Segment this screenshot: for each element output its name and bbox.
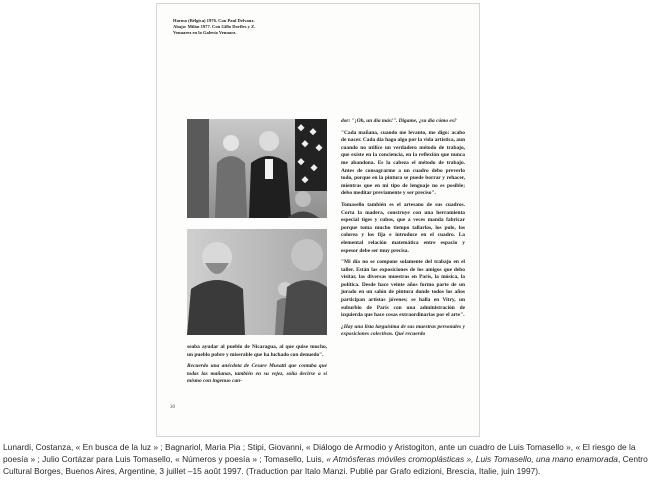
photo-exhibition-visit [187,119,327,218]
right-text-column [341,118,465,343]
interview-question: dor: "¡Oh, un día más!". Digame, ¿su día cómo es? [341,118,457,124]
page-number: 30 [170,405,175,410]
bibliography-italic-title: « Atmósferas móviles cromoplásticas », Luis Tomasello, una mano enamorada [326,454,618,465]
interview-question: ¿Hay una lista larguísima de sus muestras personales y exposiciones colectivas. Qué recuerdo [341,323,465,338]
caption-line: Vennarez en la Galería Vennarz. [173,30,237,35]
body-paragraph: Tomasello también es el artesano de sus cuadros. Corta la madera, construye con una herramienta especial tiges y cubos, que a veces manda fabricar porque toma mucho tiempo tallarlos, los pule, los colorea y los fija e introduce en el cuadro. La elemental relación matemática entre espacio y espesor debe ser muy precisa. [341,201,465,254]
photo-conversation [187,229,327,335]
bibliography-reference [3,441,648,478]
bibliography-text: , Centro Cultural Borges, Buenos Aires, Argentine, 3 juillet –15 août 1997. (Traduction par Italo Manzi. Publié par Grafo edizioni, Brescia, Italie, juin 1997). [3,454,648,477]
interview-answer: "Mi día no se compone solamente del trabajo en el taller. Están las exposiciones de los amigos que debo visitar, las diversas muestras en París, la música, la política. Desde hace veinte años formo parte de un jurado en un salón de pintura donde todos los años participan artistas jóvenes; se halla en Vitry, un suburbio de París con una administración de izquierda que hace cosas extraordinarias por el arte". [341,259,465,319]
left-paragraph: seaba ayudar al pueblo de Nicaragua, al que quise mucho, un pueblo pobre y miserable que ha luchado con denuedo". [187,344,327,358]
bibliography-text: Lunardi, Costanza, « En busca de la luz » ; Bagnariol, Maria Pia ; Stipi, Giovanni, « Diálogo de Armodio y Aristogiton, ante un cuadro de Luis Tomasello », « El riesgo de la poesía » ; Julio Cortázar para Luis Tomasello, « Números y poesía » ; Tomasello, Luis, [3,442,636,465]
caption-line: Abajo: Milán 1977. Con Gillo Dorfles y Z. [173,24,256,29]
interview-answer: "Cada mañana, cuando me levanto, me digo: acabo de nacer. Cada día hago algo por la vida artística, aun cuando no utilice un verdadero método de trabajo, que existe en la conciencia, en la reflexión que nunca me abandona. Es la cabeza el método de trabajo. Antes de consagrarme a un cuadro debo preverlo todo, porque en la pintura se puede borrar y rehacer, mientras que en mi tipo de lenguaje no es posible; debo meditar previamente y ser preciso". [341,129,465,197]
photo-caption [173,18,323,36]
book-page [156,3,480,437]
left-text-column [187,344,327,390]
interview-question: Recuerdo una anécdota de Cesare Musatti que contaba que todas las mañanas, también en su vejez, solía decirse a sí mismo con ingenuo can- [187,363,327,385]
caption-line: Harmo (Bélgica) 1976. Con Paul Delvaux. [173,18,255,23]
